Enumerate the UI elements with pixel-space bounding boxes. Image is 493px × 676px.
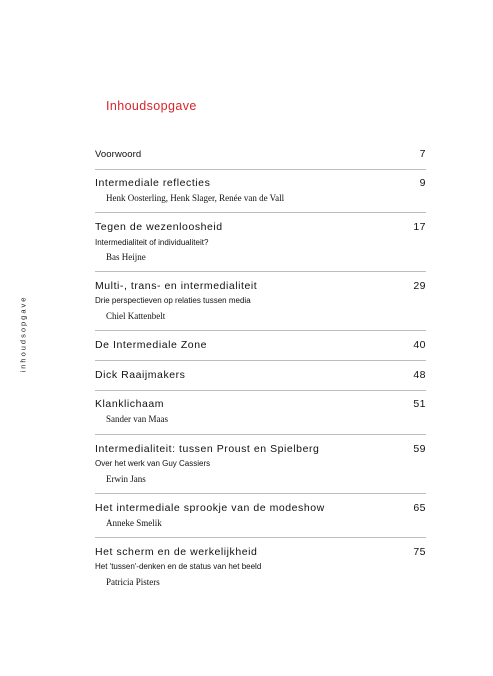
toc-entry-page: 51 bbox=[413, 398, 426, 410]
toc-entry-title[interactable]: Het intermediale sprookje van de modeshow bbox=[95, 502, 325, 514]
toc-entry-title[interactable]: Voorwoord bbox=[95, 149, 142, 160]
toc-entry-page: 48 bbox=[413, 369, 426, 381]
divider bbox=[95, 212, 426, 213]
toc-entry-page: 7 bbox=[419, 148, 426, 160]
toc-entry-page: 17 bbox=[413, 221, 426, 233]
toc-entry-page: 59 bbox=[413, 443, 426, 455]
side-label: inhoudsopgave bbox=[18, 295, 28, 373]
divider bbox=[95, 537, 426, 538]
divider bbox=[95, 360, 426, 361]
toc-entry-author: Patricia Pisters bbox=[106, 577, 160, 587]
toc-entry-title[interactable]: Dick Raaijmakers bbox=[95, 369, 186, 381]
toc-entry-subtitle: Drie perspectieven op relaties tussen media bbox=[95, 296, 251, 305]
toc-entry-page: 9 bbox=[419, 177, 426, 189]
toc-entry-author: Erwin Jans bbox=[106, 474, 146, 484]
divider bbox=[95, 330, 426, 331]
page-title: Inhoudsopgave bbox=[106, 99, 197, 113]
toc-entry-page: 75 bbox=[413, 546, 426, 558]
toc-entry-page: 29 bbox=[413, 280, 426, 292]
divider bbox=[95, 390, 426, 391]
toc-entry-author: Bas Heijne bbox=[106, 252, 146, 262]
toc-entry-page: 65 bbox=[413, 502, 426, 514]
toc-entry-author: Sander van Maas bbox=[106, 414, 168, 424]
divider bbox=[95, 271, 426, 272]
toc-entry-title[interactable]: Multi-, trans- en intermedialiteit bbox=[95, 280, 258, 292]
toc-entry-title[interactable]: Intermediale reflecties bbox=[95, 177, 211, 189]
toc-entry-author: Chiel Kattenbelt bbox=[106, 311, 166, 321]
divider bbox=[95, 169, 426, 170]
toc-entry-page: 40 bbox=[413, 339, 426, 351]
toc-entry-author: Anneke Smelik bbox=[106, 518, 162, 528]
toc-entry-title[interactable]: Het scherm en de werkelijkheid bbox=[95, 546, 258, 558]
toc-entry-author: Henk Oosterling, Henk Slager, Renée van de Vall bbox=[106, 193, 285, 203]
toc-entry-title[interactable]: Klanklichaam bbox=[95, 398, 165, 410]
toc-entry-subtitle: Intermedialiteit of individualiteit? bbox=[95, 238, 209, 247]
toc-entry-title[interactable]: De Intermediale Zone bbox=[95, 339, 207, 351]
divider bbox=[95, 493, 426, 494]
toc-entry-subtitle: Het 'tussen'-denken en de status van het beeld bbox=[95, 562, 262, 571]
toc-entry-title[interactable]: Tegen de wezenloosheid bbox=[95, 221, 223, 233]
toc-entry-subtitle: Over het werk van Guy Cassiers bbox=[95, 459, 211, 468]
toc-entry-title[interactable]: Intermedialiteit: tussen Proust en Spielberg bbox=[95, 443, 320, 455]
divider bbox=[95, 434, 426, 435]
